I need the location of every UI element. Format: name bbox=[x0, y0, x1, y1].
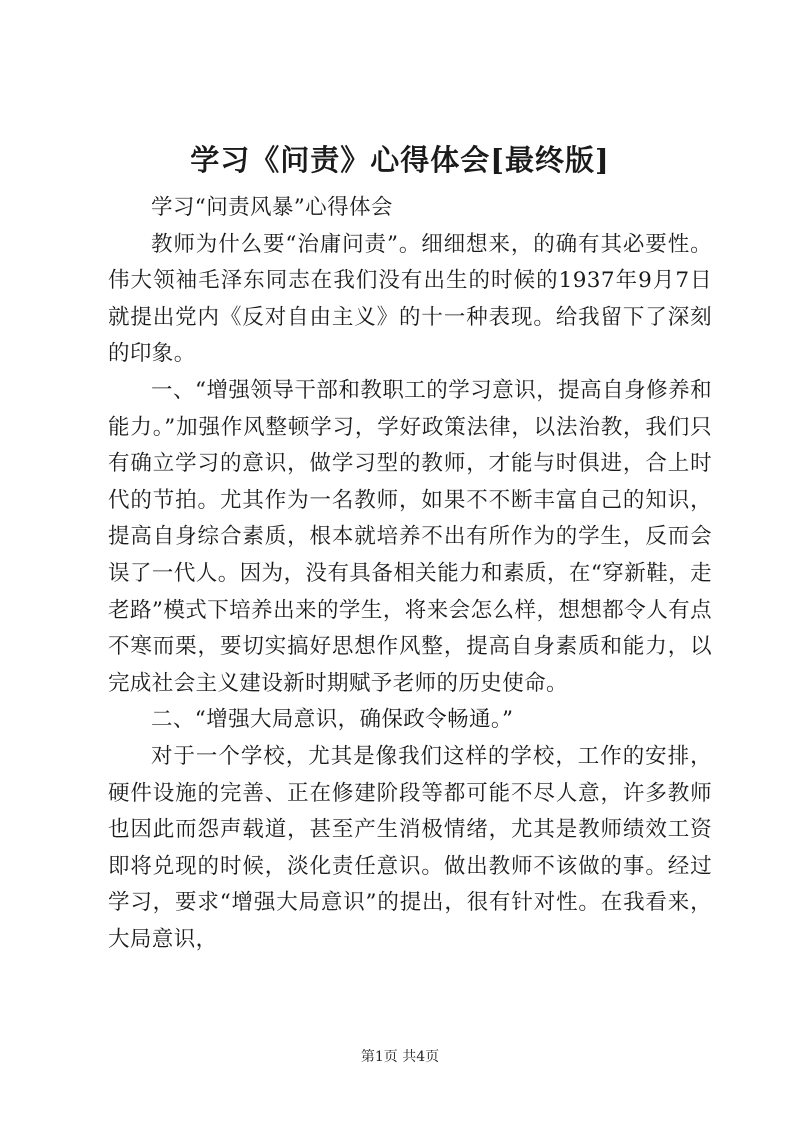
paragraph-point-two-body: 对于一个学校，尤其是像我们这样的学校，工作的安排，硬件设施的完善、正在修建阶段等都可能不尽人意，许多教师也因此而怨声载道，甚至产生消极情绪，尤其是教师绩效工资即将兑现的时候，淡化责任意识。做出教师不该做的事。经过学习，要求“增强大局意识”的提出，很有针对性。在我看来，大局意识， bbox=[108, 743, 712, 952]
paragraph-point-one: 一、“增强领导干部和教职工的学习意识，提高自身修养和能力。”加强作风整顿学习，学好政策法律，以法治教，我们只有确立学习的意识，做学习型的教师，才能与时俱进，合上时代的节拍。尤其作为一名教师，如果不不断丰富自己的知识，提高自身综合素质，根本就培养不出有所作为的学生，反而会误了一代人。因为，没有具备相关能力和素质，在“穿新鞋，走老路”模式下培养出来的学生，将来会怎么样，想想都令人有点不寒而栗，要切实搞好思想作风整，提高自身素质和能力，以完成社会主义建设新时期赋予老师的历史使命。 bbox=[108, 377, 712, 696]
paragraph-intro: 教师为什么要“治庸问责”。细细想来，的确有其必要性。伟大领袖毛泽东同志在我们没有出生的时候的1937年9月7日就提出党内《反对自由主义》的十一种表现。给我留下了深刻的印象。 bbox=[108, 231, 712, 367]
paragraph-point-two-heading: 二、“增强大局意识，确保政令畅通。” bbox=[151, 707, 514, 733]
page-number-footer: 第1页 共4页 bbox=[360, 1049, 440, 1065]
document-title: 学习《问责》心得体会[最终版] bbox=[190, 143, 610, 177]
paragraph-subtitle: 学习“问责风暴”心得体会 bbox=[151, 195, 393, 220]
document-body bbox=[108, 190, 712, 958]
